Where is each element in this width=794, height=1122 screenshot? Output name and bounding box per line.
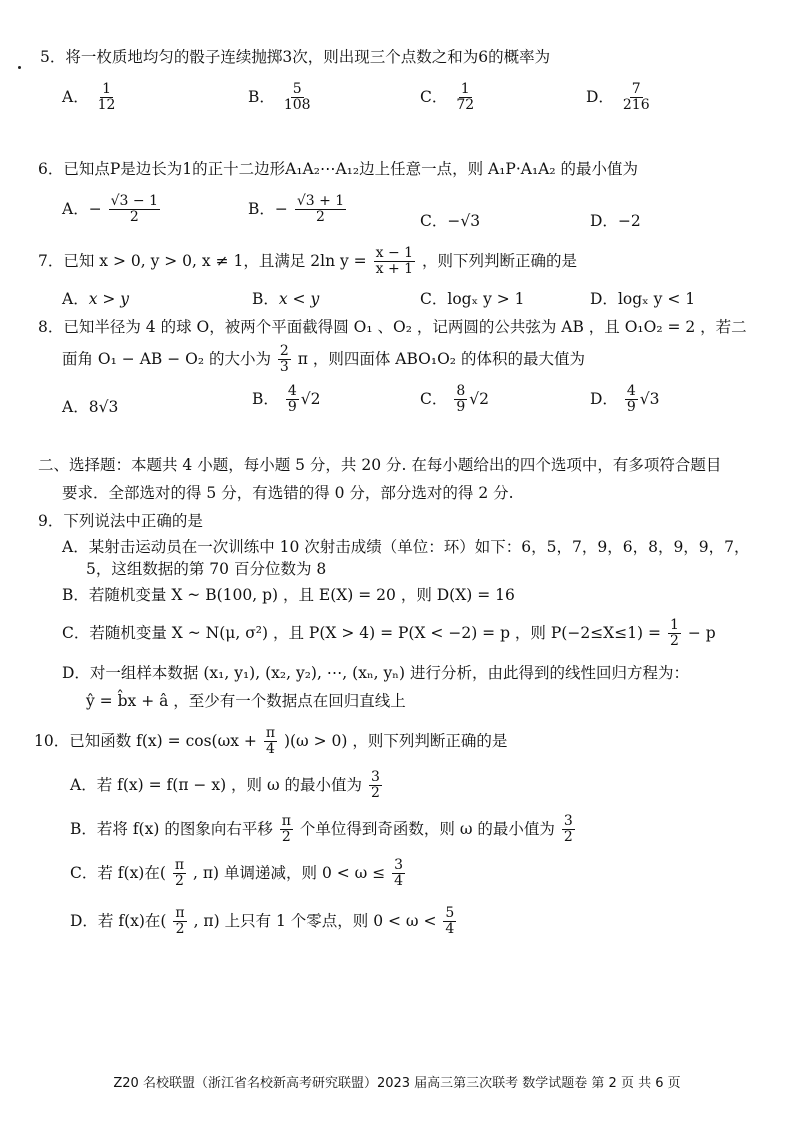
- q9-option-b: B．若随机变量 X ~ B(100, p) ，且 E(X) = 20 ，则 D(X) = 16: [62, 586, 515, 604]
- question-9-stem: 9．下列说法中正确的是: [38, 512, 203, 530]
- q5-option-a: A． $\frac{1}{12}$: [62, 81, 116, 114]
- q10-option-c: C．若 f(x)在( $\frac{\pi}{2}$ , π) 单调递减，则 0 < ω ≤ $\frac{3}{4}$: [70, 857, 404, 890]
- q9-option-c: C．若随机变量 X ~ N(μ, σ²) ，且 P(X > 4) = P(X < −2) = p ，则 P(−2≤X≤1) = $\frac{1}{2}$ − p: [62, 617, 716, 650]
- q6-option-b: B．− $\frac{√3 + 1}{2}$: [248, 193, 345, 226]
- question-8-line-2: 面角 O₁ − AB − O₂ 的大小为 $\frac{2}{3}$ π ，则四面体 ABO₁O₂ 的体积的最大值为: [62, 343, 585, 376]
- q8-option-d: D． $\frac{4}{9}$ √3: [590, 383, 660, 416]
- q9-option-a-line-1: A．某射击运动员在一次训练中 10 次射击成绩（单位：环）如下：6，5，7，9，6，8，9，9，7，: [62, 538, 750, 556]
- q8-option-c: C． $\frac{8}{9}$ √2: [420, 383, 489, 416]
- section-2-heading-line-1: 二、选择题：本题共 4 小题，每小题 5 分，共 20 分. 在每小题给出的四个选项中，有多项符合题目: [38, 456, 722, 474]
- q10-option-b: B．若将 f(x) 的图象向右平移 $\frac{\pi}{2}$ 个单位得到奇函数，则 ω 的最小值为 $\frac{3}{2}$: [70, 813, 573, 846]
- q5-option-b: B． $\frac{5}{108}$: [248, 81, 311, 114]
- q10-option-d: D．若 f(x)在( $\frac{\pi}{2}$ , π) 上只有 1 个零点，则 0 < ω < $\frac{5}{4}$: [70, 905, 455, 938]
- scan-speck: [18, 66, 21, 69]
- page-footer: Z20 名校联盟（浙江省名校新高考研究联盟）2023 届高三第三次联考 数学试题卷 第 2 页 共 6 页: [113, 1076, 681, 1091]
- q7-option-b: B．x < y: [252, 290, 320, 308]
- q6-option-d: D．−2: [590, 212, 641, 230]
- question-7-stem: 7．已知 x > 0, y > 0, x ≠ 1，且满足 2ln y = $\frac{x - 1}{x + 1}$ ，则下列判断正确的是: [38, 245, 577, 278]
- q7-option-d: D．logₓ y < 1: [590, 290, 696, 308]
- question-6-stem: 6．已知点P是边长为1的正十二边形A₁A₂⋯A₁₂边上任意一点，则 A₁P·A₁A₂ 的最小值为: [38, 160, 639, 178]
- question-10-stem: 10．已知函数 f(x) = cos(ωx + $\frac{\pi}{4}$ )(ω > 0) ，则下列判断正确的是: [34, 725, 508, 758]
- q8-option-a: A．8√3: [62, 398, 119, 416]
- q10-option-a: A．若 f(x) = f(π − x) ，则 ω 的最小值为 $\frac{3}{2}$: [70, 769, 380, 802]
- q7-option-c: C．logₓ y > 1: [420, 290, 525, 308]
- q9-option-a-line-2: 5，这组数据的第 70 百分位数为 8: [86, 560, 327, 578]
- question-8-line-1: 8．已知半径为 4 的球 O，被两个平面截得圆 O₁ 、O₂ ，记两圆的公共弦为 AB ，且 O₁O₂ = 2 ，若二: [38, 318, 747, 336]
- section-2-heading-line-2: 要求．全部选对的得 5 分，有选错的得 0 分，部分选对的得 2 分.: [62, 484, 514, 502]
- q9-option-d-line-2: ŷ = b̂x + â ，至少有一个数据点在回归直线上: [86, 692, 406, 710]
- q7-option-a: A．x > y: [62, 290, 130, 308]
- q5-option-c: C． $\frac{1}{72}$: [420, 81, 475, 114]
- q5-option-d: D． $\frac{7}{216}$: [586, 81, 650, 114]
- q8-option-b: B． $\frac{4}{9}$ √2: [252, 383, 321, 416]
- question-5-stem: 5．将一枚质地均匀的骰子连续抛掷3次，则出现三个点数之和为6的概率为: [40, 48, 551, 66]
- q9-option-d-line-1: D．对一组样本数据 (x₁, y₁), (x₂, y₂), ⋯, (xₙ, yₙ) 进行分析，由此得到的线性回归方程为：: [62, 664, 689, 682]
- q6-option-c: C．−√3: [420, 212, 481, 230]
- q6-option-a: A．− $\frac{√3 - 1}{2}$: [62, 193, 159, 226]
